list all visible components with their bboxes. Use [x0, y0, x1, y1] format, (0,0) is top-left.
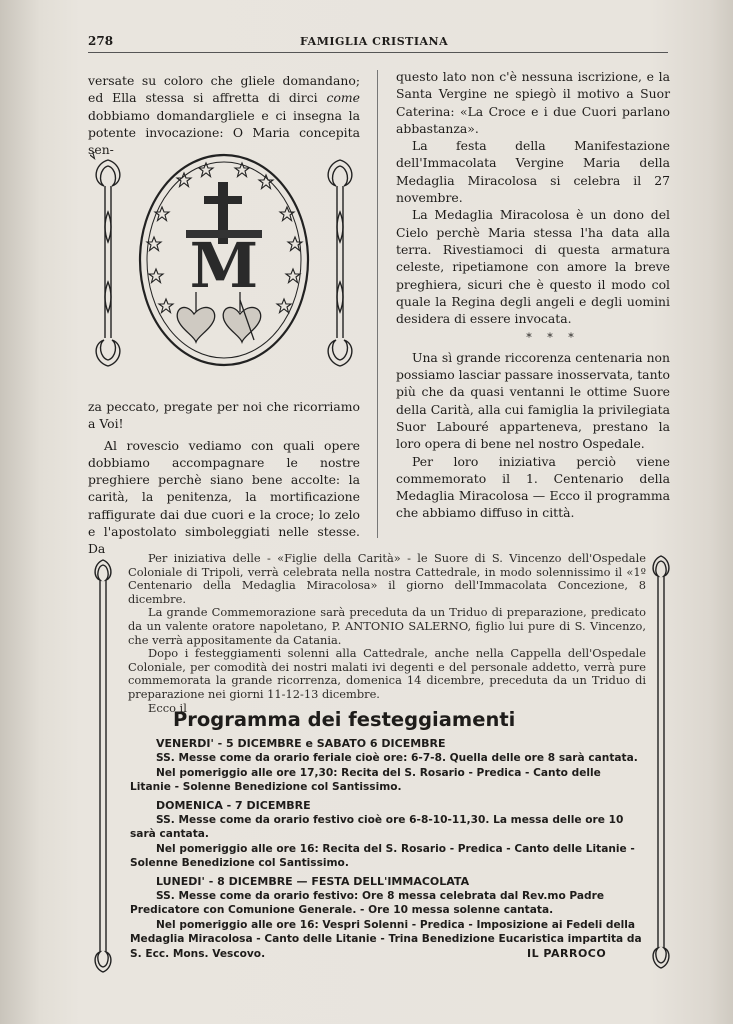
right-ornament-icon — [328, 160, 352, 366]
right-paragraph-2: La festa della Manifestazione dell'Immacolata Vergine Maria della Medaglia Miracolosa si celebra il 27 novembre. — [396, 138, 670, 206]
right-paragraph-3: La Medaglia Miracolosa è un dono del Cielo perchè Maria stessa l'ha data alla terra. Rivestiamoci di questa armatura celeste, ripetiamone con amore la breve preghiera, sicuri che è questo il modo col quale la Regina degli angeli e degli uomini desidera di essere invocata. — [396, 207, 670, 327]
announcement-paragraph-2: La grande Commemorazione sarà preceduta da un Triduo di preparazione, predicato da un valente oratore napoletano, P. ANTONIO SALERNO, figlio lui pure di S. Vincenzo, che verrà appositamente da Catania. — [128, 605, 646, 647]
day-heading-sunday: DOMENICA - 7 DICEMBRE — [156, 798, 311, 812]
day-heading-friday: VENERDI' - 5 DICEMBRE e SABATO 6 DICEMBRE — [156, 737, 446, 750]
left-text-italic: come — [326, 90, 360, 106]
announcement-text — [128, 552, 646, 715]
program-schedule — [130, 737, 642, 961]
left-ornament-icon — [96, 160, 120, 366]
page-number: 278 — [88, 34, 114, 48]
section-separator: * * * — [526, 331, 580, 345]
right-paragraph-4: Una sì grande riccorenza centenaria non possiamo lasciar passare inosservata, tanto più che da quasi ventanni le ottime Suore della Carità, alla cui famiglia la privilegiata Suor Labouré apparteneva, prestano la loro opera di bene nel nostro Ospedale. — [396, 349, 670, 452]
day-heading-monday: LUNEDI' - 8 DICEMBRE — FESTA DELL'IMMACOLATA — [156, 874, 470, 888]
left-text-rest: dobbiamo domandargliele e ci insegna la potente invocazione: O Maria concepita sen- — [88, 107, 360, 158]
box-left-ornament-icon — [90, 556, 116, 976]
program-line: Nel pomeriggio alle ore 17,30: Recita del S. Rosario - Predica - Canto delle Litanie - Solenne Benedizione col Santissimo. — [130, 766, 601, 794]
program-line: SS. Messe come da orario festivo: Ore 8 messa celebrata dal Rev.mo Padre Predicatore con Comunione Generale. - Ore 10 messa solenne cantata. — [130, 890, 605, 917]
announcement-paragraph-1: Per iniziativa delle - «Figlie della Carità» - le Suore di S. Vincenzo dell'Ospedale Coloniale di Tripoli, verrà celebrata nella nostra Cattedrale, in modo solennissimo il «1º Centenario della Medaglia Miracolosa» il giorno dell'Immacolata Concezione, 8 dicembre. — [128, 551, 646, 606]
announcement-intro: Ecco il — [148, 700, 187, 715]
left-paragraph-rovescio: Al rovescio vediamo con quali opere dobbiamo accompagnare le nostre preghiere perchè siano bene accolte: la carità, la penitenza, la mortificazione raffigurate dai due cuori e la croce; lo zelo e l'apostolato simboleggiati nelle stesse. Da — [88, 437, 360, 557]
miraculous-medal-icon — [90, 152, 360, 374]
program-line: SS. Messe come da orario festivo cioè ore 6-8-10-11,30. La messa delle ore 10 sarà cantata. — [130, 814, 624, 841]
header-rule — [88, 52, 668, 53]
program-line: Nel pomeriggio alle ore 16: Recita del S. Rosario - Predica - Canto delle Litanie - Solenne Benedizione col Santissimo. — [130, 842, 635, 870]
program-line: Nel pomeriggio alle ore 16: Vespri Solenni - Predica - Imposizione ai Fedeli della Medaglia Miracolosa - Canto delle Litanie - Trina Benedizione Eucaristica impartita da S. Ecc. Mons. Vescovo. — [130, 918, 642, 960]
left-column-bottom — [88, 398, 360, 558]
svg-text:M: M — [189, 229, 259, 302]
program-line: SS. Messe come da orario feriale cioè ore: 6-7-8. Quella delle ore 8 sarà cantata. — [156, 752, 638, 765]
parish-priest-signature: IL PARROCO — [527, 947, 607, 960]
right-column — [396, 68, 670, 522]
box-right-ornament-icon — [648, 552, 674, 972]
program-title: Programma dei festeggiamenti — [173, 708, 516, 731]
left-column-top — [88, 72, 360, 158]
right-paragraph-5: Per loro iniziativa perciò viene commemorato il 1. Centenario della Medaglia Miracolosa — Ecco il programma che abbiamo diffuso in città. — [396, 453, 670, 521]
cross-and-m-icon — [186, 182, 262, 302]
left-text-start: versate su coloro che gliele domandano; ed Ella stessa si affretta di dirci — [88, 73, 360, 106]
left-text-continuation: za peccato, pregate per noi che ricorriamo a Voi! — [88, 399, 360, 432]
column-divider — [377, 70, 378, 538]
announcement-paragraph-3: Dopo i festeggiamenti solenni alla Cattedrale, anche nella Cappella dell'Ospedale Coloniale, per comodità dei nostri malati ivi degenti e del personale addetto, verrà pure commemorata la grande ricorrenza, domenica 14 dicembre, preceduta da un Triduo di preparazione nei giorni 11-12-13 dicembre. — [128, 646, 646, 701]
running-title: FAMIGLIA CRISTIANA — [300, 35, 449, 48]
right-paragraph-1: questo lato non c'è nessuna iscrizione, e la Santa Vergine ne spiegò il motivo a Suor Caterina: «La Croce e i due Cuori parlano abbastanza». — [396, 69, 670, 136]
